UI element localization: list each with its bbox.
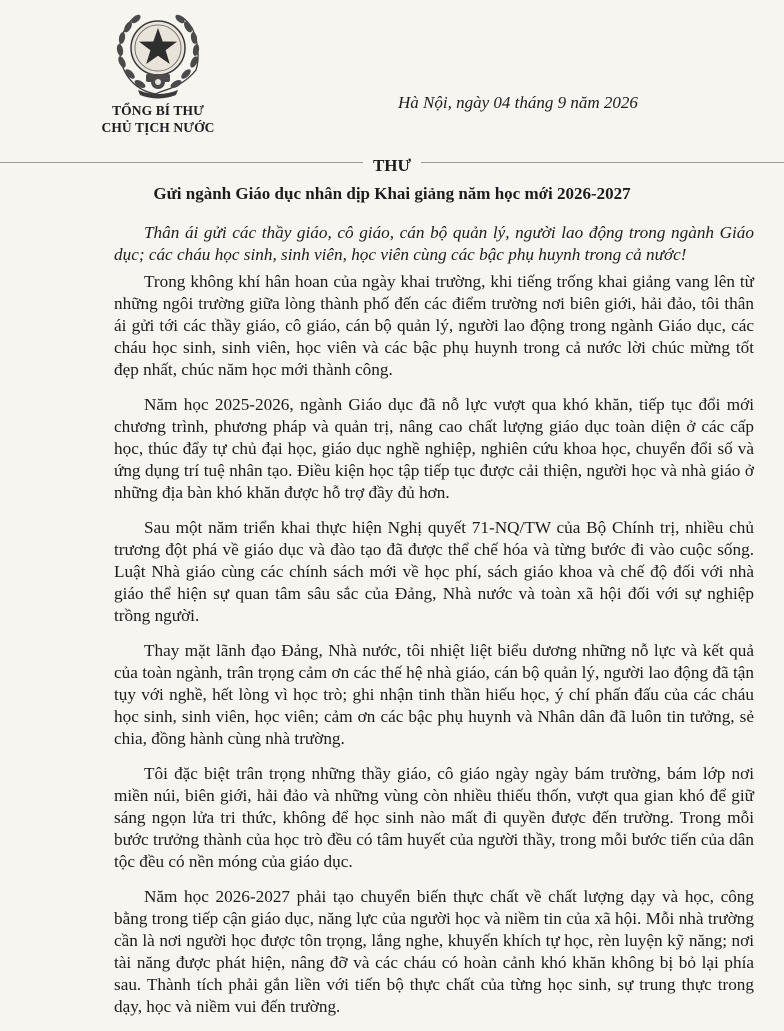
authority-title-line2: CHỦ TỊCH NƯỚC	[101, 120, 215, 135]
letter-subject: Gửi ngành Giáo dục nhân dịp Khai giảng năm học mới 2026-2027	[153, 184, 631, 203]
body-paragraph: Năm học 2025-2026, ngành Giáo dục đã nỗ lực vượt qua khó khăn, tiếp tục đổi mới chương trình, phương pháp và quản trị, nâng cao chất lượng giáo dục toàn diện ở các cấp học, thúc đẩy tự chủ đại học, giáo dục nghề nghiệp, nghiên cứu khoa học, chuyển đổi số và ứng dụng trí tuệ nhân tạo. Điều kiện học tập tiếp tục được cải thiện, người học và nhà giáo ở những địa bàn khó khăn được hỗ trợ đầy đủ hơn.	[114, 395, 754, 502]
issuing-authority	[78, 102, 238, 136]
document-title	[0, 156, 784, 176]
body-paragraph: Năm học 2026-2027 phải tạo chuyển biến thực chất về chất lượng dạy và học, công bằng trong tiếp cận giáo dục, năng lực của người học và niềm tin của xã hội. Mỗi nhà trường cần là nơi người học được tôn trọng, lắng nghe, khuyến khích tự học, rèn luyện kỹ năng; nơi tài năng được phát hiện, nâng đỡ và các cháu có hoàn cảnh khó khăn không bị bỏ lại phía sau. Thành tích phải gắn liền với tiến bộ thực chất của từng học sinh, sự trung thực trong dạy, học và niềm vui đến trường.	[114, 887, 754, 1016]
national-emblem-icon	[110, 4, 206, 100]
letter-body	[114, 271, 754, 1031]
salutation: Thân ái gửi các thầy giáo, cô giáo, cán bộ quản lý, người lao động trong ngành Giáo dục; các cháu học sinh, sinh viên, học viên cùng các bậc phụ huynh trong cả nước!	[114, 223, 754, 264]
authority-title-line1: TỔNG BÍ THƯ	[112, 103, 204, 118]
body-paragraph: Tôi đặc biệt trân trọng những thầy giáo, cô giáo ngày ngày bám trường, bám lớp nơi miền núi, biên giới, hải đảo và những vùng còn nhiều thiếu thốn, vượt qua gian khó để giữ sáng ngọn lửa tri thức, không để học sinh nào mất đi quyền được đến trường. Trong mỗi bước trưởng thành của học trò đều có tâm huyết của người thầy, trong mỗi bước tiến của dân tộc đều có nền móng của giáo dục.	[114, 764, 754, 871]
body-paragraph: Sau một năm triển khai thực hiện Nghị quyết 71-NQ/TW của Bộ Chính trị, nhiều chủ trương đột phá về giáo dục và đào tạo đã được thể chế hóa và từng bước đi vào cuộc sống. Luật Nhà giáo cùng các chính sách mới về học phí, sách giáo khoa và chế độ đối với nhà giáo thể hiện sự quan tâm sâu sắc của Đảng, Nhà nước và toàn xã hội đối với sự nghiệp trồng người.	[114, 518, 754, 625]
place-and-date: Hà Nội, ngày 04 tháng 9 năm 2026	[398, 93, 638, 112]
body-paragraph: Thay mặt lãnh đạo Đảng, Nhà nước, tôi nhiệt liệt biểu dương những nỗ lực và kết quả của toàn ngành, trân trọng cảm ơn các thế hệ nhà giáo, cán bộ quản lý, người lao động đã tận tụy với nghề, hết lòng vì học trò; ghi nhận tinh thần hiếu học, ý chí phấn đấu của các cháu học sinh, sinh viên, học viên; cảm ơn các bậc phụ huynh và Nhân dân đã luôn tin tưởng, sẻ chia, đồng hành cùng nhà trường.	[114, 641, 754, 748]
document-title-text: THƯ	[363, 156, 421, 175]
body-paragraph: Trong không khí hân hoan của ngày khai trường, khi tiếng trống khai giảng vang lên từ những ngôi trường giữa lòng thành phố đến các điểm trường nơi biên giới, hải đảo, tôi thân ái gửi tới các thầy giáo, cô giáo, cán bộ quản lý, người lao động trong ngành Giáo dục, các cháu học sinh, sinh viên, học viên và các bậc phụ huynh trong cả nước lời chúc mừng tốt đẹp nhất, chúc năm học mới thành công.	[114, 272, 754, 379]
